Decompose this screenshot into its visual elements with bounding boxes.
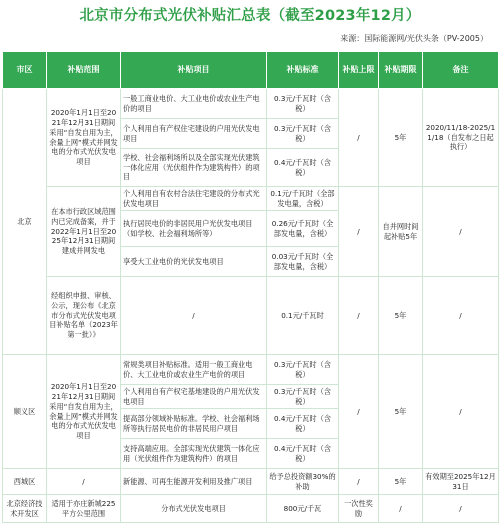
cap-cell: / — [339, 277, 379, 355]
cap-cell: / — [339, 469, 379, 495]
standard-cell: 0.3元/千瓦时（含税） — [267, 119, 339, 149]
scope-cell: 在本市行政区域范围内已完成备案，并于2022年1月1日至2025年12月31日期间建成并网发电 — [47, 187, 121, 277]
cap-cell: / — [339, 355, 379, 469]
table-header-row — [3, 52, 499, 89]
col-header-scope: 补贴范围 — [47, 52, 121, 89]
term-cell: 5年 — [379, 469, 423, 495]
item-cell: / — [121, 277, 267, 355]
cap-cell: / — [339, 89, 379, 187]
term-cell: 自并网时间起补贴5年 — [379, 187, 423, 277]
item-cell: 一般工商业电价、大工业电价或农业生产电价的项目 — [121, 89, 267, 119]
note-cell: 有效期至2025年12月31日 — [423, 469, 499, 495]
item-cell: 执行居民电价的非居民用户光伏发电项目（如学校、社会福利场所等） — [121, 211, 267, 247]
standard-cell: 0.4元/千瓦时（含税） — [267, 149, 339, 187]
col-header-standard: 补贴标准 — [267, 52, 339, 89]
item-cell: 提高部分领域补贴标准。学校、社会福利场所等执行居民电价的非居民用户项目 — [121, 409, 267, 439]
standard-cell: 0.03元/千瓦时（全部发电量，含税） — [267, 247, 339, 277]
standard-cell: 0.26元/千瓦时（全部发电量，含税） — [267, 211, 339, 247]
scope-cell: 2020年1月1日至2021年12月31日期间采用“自发自用为主，余量上网”模式并网发电的分布式光伏发电项目 — [47, 355, 121, 469]
table-row — [3, 355, 499, 385]
term-cell: / — [379, 495, 423, 523]
scope-cell: 2020年1月1日至2021年12月31日期间采用“自发自用为主，余量上网”模式并网发电的分布式光伏发电项目 — [47, 89, 121, 187]
cap-cell: / — [339, 187, 379, 277]
table-row — [3, 89, 499, 119]
item-cell: 分布式光伏发电项目 — [121, 495, 267, 523]
region-cell: 北京经济技术开发区 — [3, 495, 47, 523]
term-cell: 5年 — [379, 277, 423, 355]
col-header-region: 市区 — [3, 52, 47, 89]
standard-cell: 0.3元/千瓦时（含税） — [267, 355, 339, 385]
term-cell: 5年 — [379, 89, 423, 187]
standard-cell: 0.1元/千瓦时 — [267, 277, 339, 355]
standard-cell: 0.1元/千瓦时（全部发电量，含税） — [267, 187, 339, 211]
item-cell: 学校、社会福利场所以及全部实现光伏建筑一体化应用（光伏组件作为建筑构件）的项目 — [121, 149, 267, 187]
item-cell: 个人利用自有农村合法住宅建设的分布式光伏发电项目 — [121, 187, 267, 211]
cap-cell: 一次性奖励 — [339, 495, 379, 523]
col-header-item: 补贴项目 — [121, 52, 267, 89]
standard-cell: 800元/千瓦 — [267, 495, 339, 523]
table-row — [3, 469, 499, 495]
term-cell: 5年 — [379, 355, 423, 469]
page-title: 北京市分布式光伏补贴汇总表（截至2023年12月） — [79, 8, 421, 24]
item-cell: 享受大工业电价的光伏发电项目 — [121, 247, 267, 277]
note-cell: / — [423, 355, 499, 469]
scope-cell: / — [47, 469, 121, 495]
note-cell: 2020/11/18-2025/11/18（自发布之日起执行） — [423, 89, 499, 187]
subsidy-table — [2, 51, 499, 523]
item-cell: 新能源、可再生能源开发利用及推广项目 — [121, 469, 267, 495]
item-cell: 常规类项目补贴标准。适用一般工商业电价、大工业电价或农业生产电价的项目 — [121, 355, 267, 385]
region-cell: 北京 — [3, 89, 47, 355]
item-cell: 个人利用自有产权住宅建设的户用光伏发电项目 — [121, 119, 267, 149]
item-cell: 个人利用自有产权宅基地建设的户用光伏发电项目 — [121, 385, 267, 409]
col-header-term: 补贴期限 — [379, 52, 423, 89]
table-row — [3, 277, 499, 355]
standard-cell: 0.3元/千瓦时（含税） — [267, 89, 339, 119]
standard-cell: 0.4元/千瓦时（含税） — [267, 439, 339, 469]
table-row — [3, 187, 499, 211]
item-cell: 支持高端应用。全部实现光伏建筑一体化应用（光伏组件作为建筑构件）的项目 — [121, 439, 267, 469]
scope-cell: 适用于亦庄新城225平方公里范围 — [47, 495, 121, 523]
standard-cell: 0.4元/千瓦时（含税） — [267, 409, 339, 439]
standard-cell: 0.3元/千瓦时（含税） — [267, 385, 339, 409]
standard-cell: 给予总投资额30%的补助 — [267, 469, 339, 495]
note-cell: / — [423, 187, 499, 277]
table-row — [3, 495, 499, 523]
note-cell: / — [423, 277, 499, 355]
region-cell: 西城区 — [3, 469, 47, 495]
scope-cell: 经组织申报、审核、公示，现公布《北京市分布式光伏发电项目补贴名单（2023年第一批）》 — [47, 277, 121, 355]
region-cell: 顺义区 — [3, 355, 47, 469]
source-note: 来源：国际能源网/光伏头条（PV-2005） — [340, 34, 488, 43]
col-header-note: 备注 — [423, 52, 499, 89]
col-header-cap: 补贴上限 — [339, 52, 379, 89]
note-cell: / — [423, 495, 499, 523]
